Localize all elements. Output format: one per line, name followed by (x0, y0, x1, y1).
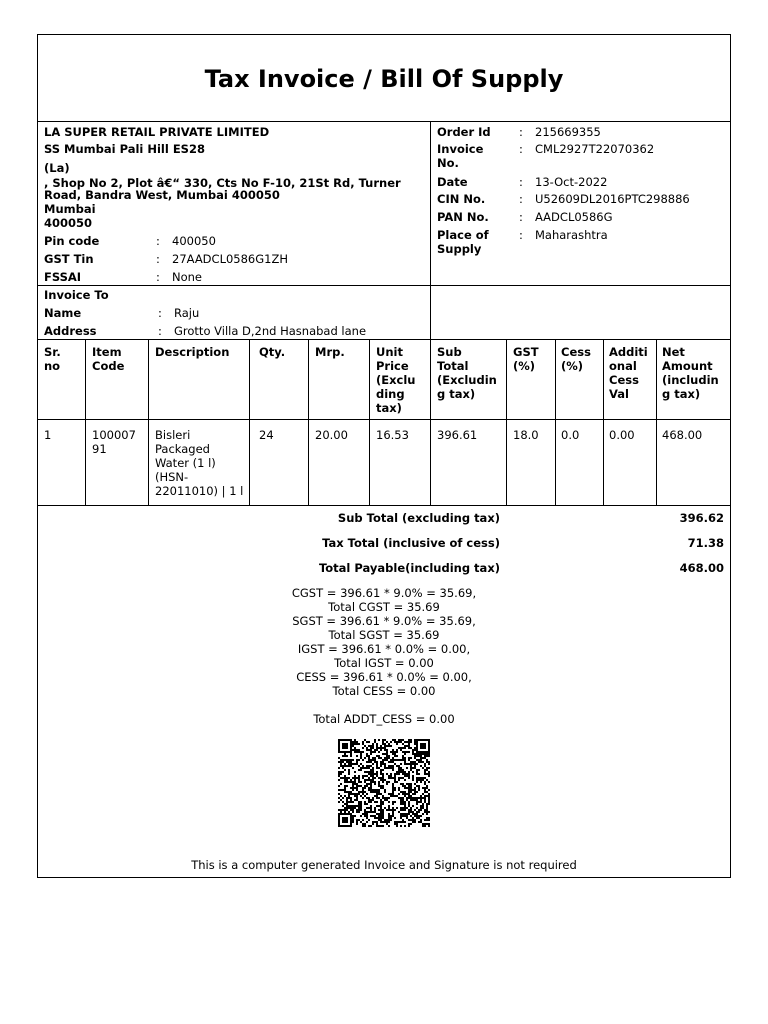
table-cell-text: Water (1 l) (155, 456, 216, 470)
colon: : (519, 175, 523, 189)
table-cell-sub-total (437, 428, 503, 442)
tax-breakup-line: IGST = 396.61 * 0.0% = 0.00, (297, 642, 471, 656)
colon: : (519, 210, 523, 224)
tax-breakup-line: Total CGST = 35.69 (328, 600, 440, 614)
table-header-text: g tax) (437, 387, 476, 401)
table-cell-qty (259, 428, 305, 442)
table-header-text: (Exclu (376, 373, 416, 387)
qr-code-icon (338, 739, 430, 827)
table-cell-net-amount (662, 428, 728, 442)
table-header-text: ding (376, 387, 405, 401)
table-cell-text: 16.53 (376, 428, 409, 442)
date-label: Date (437, 175, 468, 189)
table-cell-gst (513, 428, 553, 442)
pin-code-label: Pin code (44, 234, 100, 248)
table-header-cell (44, 345, 82, 373)
table-cell-text: 100007 (92, 428, 136, 442)
colon: : (156, 270, 160, 284)
tax-breakup-line: CESS = 396.61 * 0.0% = 0.00, (296, 670, 472, 684)
fssai-value: None (172, 270, 203, 284)
customer-name: Raju (174, 306, 200, 320)
total-payable-value: 468.00 (679, 561, 724, 575)
divider-vertical-header (430, 121, 431, 339)
table-header-text: Cess (561, 345, 591, 359)
pin-code-value: 400050 (172, 234, 216, 248)
table-cell-additional-cess (609, 428, 654, 442)
date-value: 13-Oct-2022 (535, 175, 608, 189)
table-header-cell (561, 345, 601, 373)
table-header-text: Sr. (44, 345, 61, 359)
table-header-cell (609, 345, 654, 401)
table-header-text: no (44, 359, 61, 373)
table-cell-text: 396.61 (437, 428, 478, 442)
table-cell-text: 22011010) | 1 l (155, 484, 244, 498)
table-cell-text: (HSN- (155, 470, 189, 484)
table-header-text: tax) (376, 401, 402, 415)
table-cell-text: Bisleri (155, 428, 191, 442)
col-line (506, 339, 507, 505)
customer-address: Grotto Villa D,2nd Hasnabad lane (174, 324, 367, 338)
seller-address-line1: , Shop No 2, Plot â€“ 330, Cts No F-10, 21St Rd, Turner (44, 176, 401, 190)
table-header-text: (Excludin (437, 373, 497, 387)
table-header-text: (includin (662, 373, 719, 387)
table-header-cell (376, 345, 428, 415)
table-header-text: Qty. (259, 345, 286, 359)
invoice-to-heading: Invoice To (44, 288, 109, 302)
tax-breakup-line: Total CESS = 0.00 (332, 684, 436, 698)
colon: : (156, 252, 160, 266)
tax-total-label: Tax Total (inclusive of cess) (322, 536, 500, 550)
col-line (430, 339, 431, 505)
table-cell-unit-price (376, 428, 428, 442)
table-header-text: Additi (609, 345, 648, 359)
invoice-title: Tax Invoice / Bill Of Supply (204, 65, 564, 93)
table-header-text: Description (155, 345, 230, 359)
table-header-cell (513, 345, 553, 373)
sub-total-value: 396.62 (679, 511, 724, 525)
seller-address-line2: Road, Bandra West, Mumbai 400050 (44, 188, 280, 202)
place-of-supply-label: Place of (437, 228, 489, 242)
table-header-text: Cess (609, 373, 639, 387)
footer-note: This is a computer generated Invoice and Signature is not required (191, 858, 577, 872)
table-cell-text: Packaged (155, 442, 210, 456)
table-header-text: g tax) (662, 387, 701, 401)
table-cell-text: 24 (259, 428, 274, 442)
col-line (555, 339, 556, 505)
table-header-cell (662, 345, 728, 401)
colon: : (519, 192, 523, 206)
col-line (603, 339, 604, 505)
divider-invoice-to (38, 285, 730, 286)
table-header-text: Sub (437, 345, 462, 359)
col-line (369, 339, 370, 505)
seller-pin: 400050 (44, 216, 93, 230)
pan-label: PAN No. (437, 210, 489, 224)
invoice-no-label: Invoice (437, 142, 484, 156)
table-header-cell (259, 345, 305, 359)
table-header-text: Price (376, 359, 409, 373)
table-header-cell (92, 345, 146, 373)
colon: : (519, 228, 523, 242)
table-cell-text: 91 (92, 442, 107, 456)
table-header-text: GST (513, 345, 539, 359)
colon: : (519, 125, 523, 139)
table-header-cell (437, 345, 503, 401)
table-header-text: Code (92, 359, 125, 373)
table-header-text: Val (609, 387, 629, 401)
col-line (656, 339, 657, 505)
table-header-cell (155, 345, 247, 359)
sub-total-label: Sub Total (excluding tax) (337, 511, 500, 525)
invoice-no-label-2: No. (437, 156, 459, 170)
table-header-text: Mrp. (315, 345, 345, 359)
table-cell-item-code (92, 428, 146, 456)
table-header-text: (%) (513, 359, 536, 373)
table-cell-text: 20.00 (315, 428, 348, 442)
divider-table-bottom (38, 505, 730, 506)
total-payable-label: Total Payable(including tax) (318, 561, 500, 575)
table-cell-text: 468.00 (662, 428, 703, 442)
tax-total-value: 71.38 (687, 536, 724, 550)
col-line (249, 339, 250, 505)
seller-name: LA SUPER RETAIL PRIVATE LIMITED (44, 125, 270, 139)
cin-value: U52609DL2016PTC298886 (535, 192, 690, 206)
col-line (85, 339, 86, 505)
seller-store: SS Mumbai Pali Hill ES28 (44, 142, 205, 156)
gst-tin-label: GST Tin (44, 252, 94, 266)
colon: : (519, 142, 523, 156)
cin-label: CIN No. (437, 192, 486, 206)
customer-name-label: Name (44, 306, 82, 320)
place-of-supply-label-2: Supply (437, 242, 482, 256)
table-header-text: onal (609, 359, 637, 373)
col-line (148, 339, 149, 505)
tax-breakup-line: Total SGST = 35.69 (328, 628, 440, 642)
gst-tin-value: 27AADCL0586G1ZH (172, 252, 288, 266)
divider-table-header (38, 419, 730, 420)
place-of-supply-value: Maharashtra (535, 228, 608, 242)
table-header-text: Net (662, 345, 685, 359)
tax-breakup (234, 586, 534, 698)
table-header-text: (%) (561, 359, 584, 373)
table-cell-text: 0.0 (561, 428, 580, 442)
table-cell-sr (44, 428, 82, 442)
fssai-label: FSSAI (44, 270, 82, 284)
invoice-no-value: CML2927T22070362 (535, 142, 655, 156)
invoice-frame (37, 34, 731, 878)
table-header-text: Amount (662, 359, 713, 373)
col-line (308, 339, 309, 505)
addt-cess-total: Total ADDT_CESS = 0.00 (313, 712, 455, 726)
table-header-text: Unit (376, 345, 403, 359)
seller-city: Mumbai (44, 202, 96, 216)
divider-table-top (38, 339, 730, 340)
tax-breakup-line: SGST = 396.61 * 9.0% = 35.69, (292, 614, 476, 628)
divider-title (38, 121, 730, 122)
customer-address-label: Address (44, 324, 97, 338)
colon: : (158, 324, 162, 338)
table-cell-text: 0.00 (609, 428, 635, 442)
table-cell-text: 18.0 (513, 428, 539, 442)
tax-breakup-line: Total IGST = 0.00 (334, 656, 434, 670)
table-header-text: Total (437, 359, 469, 373)
table-cell-cess (561, 428, 601, 442)
tax-breakup-line: CGST = 396.61 * 9.0% = 35.69, (291, 586, 477, 600)
order-id-value: 215669355 (535, 125, 601, 139)
table-header-text: Item (92, 345, 122, 359)
pan-value: AADCL0586G (535, 210, 613, 224)
table-header-cell (315, 345, 367, 359)
table-cell-mrp (315, 428, 367, 442)
colon: : (156, 234, 160, 248)
seller-store-code: (La) (44, 161, 70, 175)
table-cell-text: 1 (44, 428, 52, 442)
table-cell-description (155, 428, 247, 498)
order-id-label: Order Id (437, 125, 491, 139)
colon: : (158, 306, 162, 320)
